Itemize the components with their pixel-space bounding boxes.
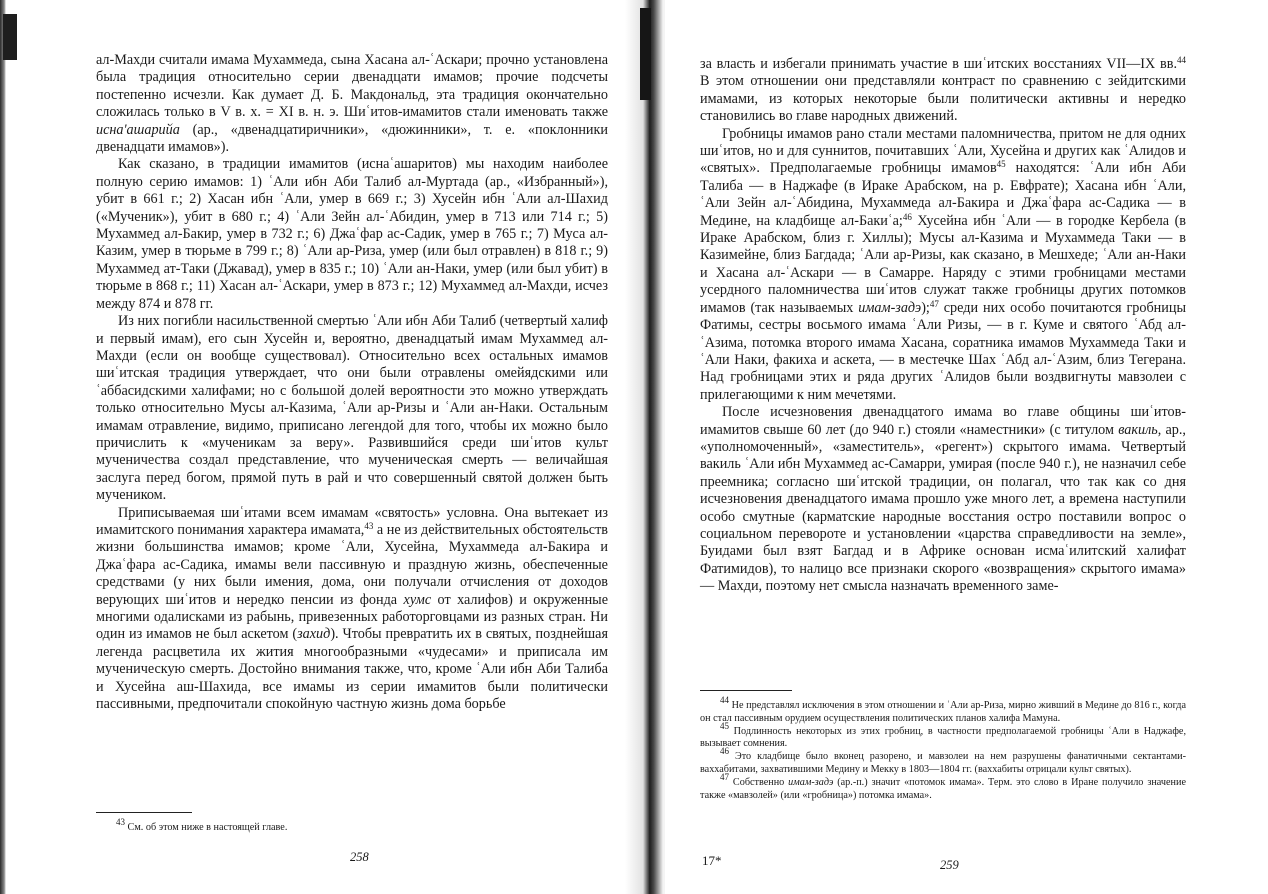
right-page-body	[700, 56, 1186, 596]
scan-edge-mark	[3, 14, 17, 60]
right-footnotes	[700, 695, 1186, 803]
left-paragraph-4: Приписываемая шиʿитами всем имамам «святость» условна. Она вытекает из имамитского понимания характера имамата,$^{43}$ а не из действительных обстоятельств жизни большинства имамов; кроме ʿАли, Хусейна, Мухаммеда ал-Бакира и Джаʿфара ас-Садика, имамы вели пассивную и праздную жизнь, обеспеченные средствами (у них были имения, дома, они получали отчисления от доходов верующих шиʿитов и нередко пенсии из фонда хумс от халифов) и окруженные многими одалисками из рабынь, привезенных работорговцами из разных стран. Ни один из имамов не был аскетом (захид). Чтобы превратить их в святых, позднейшая легенда расцветила их жития многообразными «чудесами» и приписала им мученическую смерть. Достойно внимания также, что, кроме ʿАли ибн Аби Талиба и Хусейна аш-Шахида, все имамы из серии имамитов были политически пассивными, предпочитали спокойную частную жизнь дома борьбе	[96, 504, 608, 713]
page-number-right: 259	[940, 858, 959, 872]
page-edge-shadow	[0, 0, 6, 894]
right-page	[700, 0, 1186, 894]
footnote-45: $^{45}$ Подлинность некоторых из этих гробниц, в частности предполагаемой гробницы ʿАли в Наджафе, вызывает сомнения.	[700, 720, 1186, 750]
right-paragraph-2: Гробницы имамов рано стали местами паломничества, притом не для одних шиʿитов, но и для суннитов, почитавших ʿАли, Хусейна и других как ʿАлидов и «святых». Предполагаемые гробницы имамов$^{45}$ находятся: ʿАли ибн Аби Талиба — в Наджафе (в Ираке Арабском, на р. Евфрате); Хасана ибн ʿАли, ʿАли Зейн ал-ʿАбидина, Мухаммеда ал-Бакира и Джаʿфара ас-Садика — в Медине, на кладбище ал-Бакиʿа;$^{46}$ Хусейна ибн ʿАли — в городке Кербела (в Ираке Арабском, близ г. Хиллы); Мусы ал-Казима и Мухаммеда Таки — в Казимейне, близ Багдада; ʿАли ар-Ризы, как сказано, в Мешхеде; ʿАли ан-Наки и Хасана ал-ʿАскари — в Самарре. Наряду с этими гробницами местами усердного паломничества шиʿитов служат также гробницы других потомков имамов (так называемых имам-задэ);$^{47}$ среди них особо почитаются гробницы Фатимы, сестры восьмого имама ʿАли Ризы, — в г. Куме и святого ʿАбд ал-ʿАзима, потомка второго имама Хасана, соратника имамов Мухаммеда Таки и ʿАли Наки, факиха и аскета, — в местечке Шах ʿАбд ал-ʿАзим, близ Тегерана. Над гробницами этих и ряда других ʿАлидов были воздвигнуты мавзолеи с прилегающими к ним мечетями.	[700, 125, 1186, 403]
right-paragraph-1: за власть и избегали принимать участие в шиʿитских восстаниях VII—IX вв.$^{44}$ В этом отношении они представляли контраст по сравнению с зейдитскими имамами, из которых некоторые были политически активны и нередко становились во главе народных движений.	[700, 55, 1186, 125]
footnote-43: $^{43}$ См. об этом ниже в настоящей главе.	[116, 817, 288, 833]
footnote-44: $^{44}$ Не представлял исключения в этом отношении и ʿАли ар-Риза, мирно живший в Медине до 816 г., когда он стал пассивным орудием осуществления политических планов халифа Мамуна.	[700, 695, 1186, 724]
footnote-47: $^{47}$ Собственно имам-задэ (ар.-п.) значит «потомок имама». Терм. это слово в Иране получило значение также «мавзолей» (или «гробница») потомка имама».	[700, 772, 1186, 801]
footnote-rule	[96, 812, 192, 813]
left-page	[96, 0, 608, 894]
book-gutter-shadow	[625, 0, 665, 894]
left-paragraph-3: Из них погибли насильственной смертью ʿАли ибн Аби Талиб (четвертый халиф и первый имам), его сын Хусейн и, вероятно, двенадцатый имам Мухаммед ал-Махди (если он вообще существовал). Относительно всех остальных имамов шиʿитская традиция утверждает, что они были отравлены омейядскими или ʿаббасидскими халифами; но с большой долей вероятности это можно утверждать только относительно Мусы ал-Казима, ʿАли ар-Ризы и ʿАли ан-Наки. Остальным имамам отравление, видимо, приписано легендой для того, чтобы их можно было причислить к «мученикам за веру». Развившийся среди шиʿитов культ мученичества создал представление, что мученическая смерть — величайшая заслуга перед богом, прямой путь в рай и что совершенный святой должен быть мучеником.	[96, 313, 608, 504]
page-number-left: 258	[350, 850, 369, 864]
footnote-46: $^{46}$ Это кладбище было вконец разорено, и мавзолеи на нем разрушены фанатичными сектантами-ваххабитами, захватившими Медину и Мекку в 1803—1804 гг. (ваххабиты отрицали культ святых).	[700, 746, 1186, 775]
printer-signature: 17*	[702, 853, 722, 868]
left-page-body	[96, 52, 608, 713]
left-footnotes	[96, 817, 608, 835]
left-paragraph-1: ал-Махди считали имама Мухаммеда, сына Хасана ал-ʿАскари; прочно установлена была традиция относительно серии двенадцати имамов; прочие подсчеты постепенно исчезли. Как думает Д. Б. Макдональд, эта традиция окончательно сложилась только в V в. х. = XI в. н. э. Шиʿитов-имамитов стали именовать также исна'ашарийа (ар., «двенадцатиричники», «дюжинники», т. е. «поклонники двенадцати имамов»).	[96, 52, 608, 156]
right-paragraph-3: После исчезновения двенадцатого имама во главе общины шиʿитов-имамитов свыше 60 лет (до 940 г.) стояли «наместники» (с титулом вакиль, ар., «уполномоченный», «заместитель», «регент») скрытого имама. Четвертый вакиль ʿАли ибн Мухаммед ас-Самарри, умирая (после 940 г.), не назначил себе преемника; согласно шиʿитской традиции, он полагал, что так как со дня исчезновения двенадцатого имама прошло уже много лет, а времена наступили особо смутные (карматские народные восстания остро поставили вопрос о социальном перевороте и установлении «царства справедливости на земле», Буидами был взят Багдад и в Африке основан исмаʿилитский халифат Фатимидов), то налицо все признаки скорого «возвращения» скрытого имама» — Махди, поэтому нет смысла назначать временного заме-	[700, 404, 1186, 595]
footnote-rule	[700, 690, 792, 691]
scan-gutter-mark	[640, 8, 651, 100]
left-paragraph-2: Как сказано, в традиции имамитов (иснаʿашаритов) мы находим наиболее полную серию имамов: 1) ʿАли ибн Аби Талиб ал-Муртада (ар., «Избранный»), убит в 661 г.; 2) Хасан ибн ʿАли, умер в 669 г.; 3) Хусейн ибн ʿАли ал-Шахид («Мученик»), убит в 680 г.; 4) ʿАли Зейн ал-ʿАбидин, умер в 713 или 714 г.; 5) Мухаммед ал-Бакир, умер в 732 г.; 6) Джаʿфар ас-Садик, умер в 765 г.; 7) Муса ал-Казим, умер в тюрьме в 799 г.; 8) ʿАли ар-Риза, умер (или был отравлен) в 818 г.; 9) Мухаммед ат-Таки (Джавад), умер в 835 г.; 10) ʿАли ан-Наки, умер (или был убит) в тюрьме в 868 г.; 11) Хасан ал-ʿАскари, умер в 873 г.; 12) Мухаммед ал-Махди, исчез между 874 и 878 гг.	[96, 156, 608, 312]
